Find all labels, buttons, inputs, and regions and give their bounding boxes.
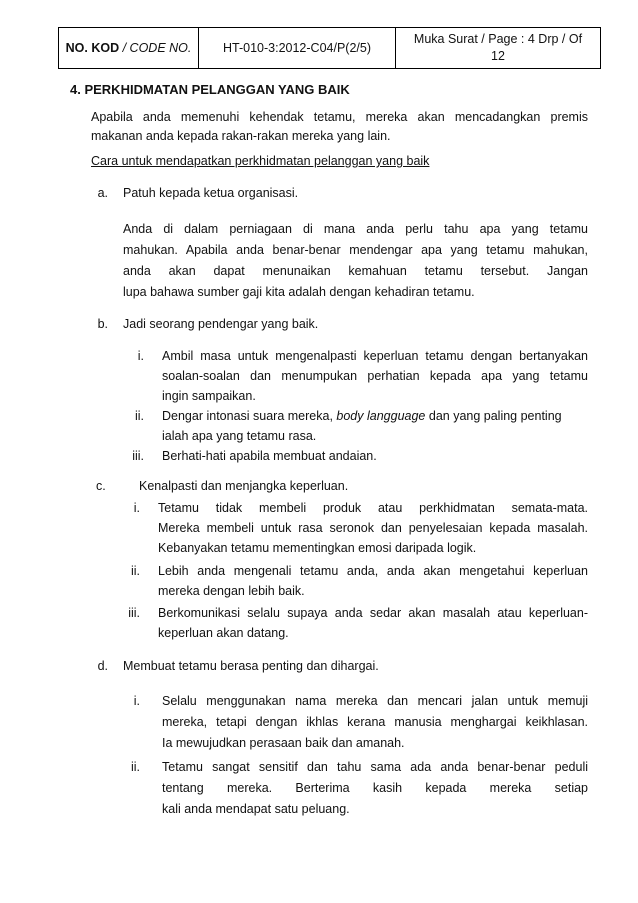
item-d-heading: Membuat tetamu berasa penting dan dihargai. [123,659,379,673]
item-b-iii-marker: iii. [132,449,144,463]
page-line-2: 12 [491,49,505,63]
item-c-i-line-2: Mereka membeli untuk rasa seronok dan penyelesaian kepada masalah. [158,521,588,535]
item-b-i-marker: i. [137,349,144,363]
page-number-cell [396,28,600,68]
item-d-i-marker: i. [133,694,140,708]
item-b-marker: b. [97,317,108,331]
item-b-ii-pre: Dengar intonasi suara mereka, [162,409,337,423]
item-d-i-line-3: Ia mewujudkan perasaan baik dan amanah. [162,736,405,750]
item-b-ii-post: dan yang paling penting [425,409,562,423]
item-c-ii-line-2: mereka dengan lebih baik. [158,584,305,598]
code-value-cell: HT-010-3:2012-C04/P(2/5) [199,28,396,68]
item-b-i-line-3: ingin sampaikan. [162,389,256,403]
code-label-cell [59,28,199,68]
item-c-ii-marker: ii. [130,564,140,578]
code-label-bold: NO. KOD [65,41,120,55]
item-d-ii-line-2: tentang mereka. Berterima kasih kepada mereka setiap [162,781,588,795]
item-c-iii-line-2: keperluan akan datang. [158,626,289,640]
item-d-i-line-1: Selalu menggunakan nama mereka dan mencari jalan untuk memuji [162,694,588,708]
item-d-ii-line-3: kali anda mendapat satu peluang. [162,802,350,816]
item-c-i-line-3: Kebanyakan tetamu mementingkan emosi daripada logik. [158,541,477,555]
item-b-heading: Jadi seorang pendengar yang baik. [123,317,319,331]
subheading: Cara untuk mendapatkan perkhidmatan pelanggan yang baik [91,154,430,168]
intro-line-1: Apabila anda memenuhi kehendak tetamu, mereka akan mencadangkan premis [91,110,588,124]
document-header-table [58,27,601,69]
item-d-ii-line-1: Tetamu sangat sensitif dan tahu sama ada anda benar-benar peduli [162,760,588,774]
section-title: 4. PERKHIDMATAN PELANGGAN YANG BAIK [70,82,350,97]
item-b-ii-line-2: ialah apa yang tetamu rasa. [162,429,317,443]
item-d-marker: d. [97,659,108,673]
intro-line-2: makanan anda kepada rakan-rakan mereka yang lain. [91,129,391,143]
item-b-ii-emphasis: body langguage [336,409,426,423]
item-d-ii-marker: ii. [130,760,140,774]
item-b-ii-marker: ii. [134,409,144,423]
page-line-1: Muka Surat / Page : 4 Drp / Of [413,32,583,46]
item-b-iii-line-1: Berhati-hati apabila membuat andaian. [162,449,377,463]
item-c-iii-marker: iii. [128,606,140,620]
item-a-marker: a. [97,186,108,200]
item-c-marker: c. [96,479,106,493]
item-a-line-4: lupa bahawa sumber gaji kita adalah dengan kehadiran tetamu. [123,285,475,299]
item-b-i-line-2: soalan-soalan dan menumpukan perhatian kepada apa yang tetamu [162,369,588,383]
item-b-i-line-1: Ambil masa untuk mengenalpasti keperluan tetamu dengan bertanyakan [162,349,588,363]
item-c-i-marker: i. [133,501,140,515]
item-c-heading: Kenalpasti dan menjangka keperluan. [139,479,349,493]
item-a-line-3: anda akan dapat menunaikan kemahuan tetamu tersebut. Jangan [123,264,588,278]
item-a-line-1: Anda di dalam perniagaan di mana anda perlu tahu apa yang tetamu [123,222,588,236]
code-label-rest: / CODE NO. [119,41,192,55]
item-a-line-2: mahukan. Apabila anda benar-benar mendengar apa yang tetamu mahukan, [123,243,588,257]
item-a-heading: Patuh kepada ketua organisasi. [123,186,299,200]
item-d-i-line-2: mereka, tetapi dengan ikhlas kerana manusia menghargai keikhlasan. [162,715,588,729]
item-b-ii-line-1 [162,406,588,427]
item-c-iii-line-1: Berkomunikasi selalu supaya anda sedar akan masalah atau keperluan- [158,606,588,620]
item-c-ii-line-1: Lebih anda mengenali tetamu anda, anda akan mengetahui keperluan [158,564,588,578]
item-c-i-line-1: Tetamu tidak membeli produk atau perkhidmatan semata-mata. [158,501,588,515]
